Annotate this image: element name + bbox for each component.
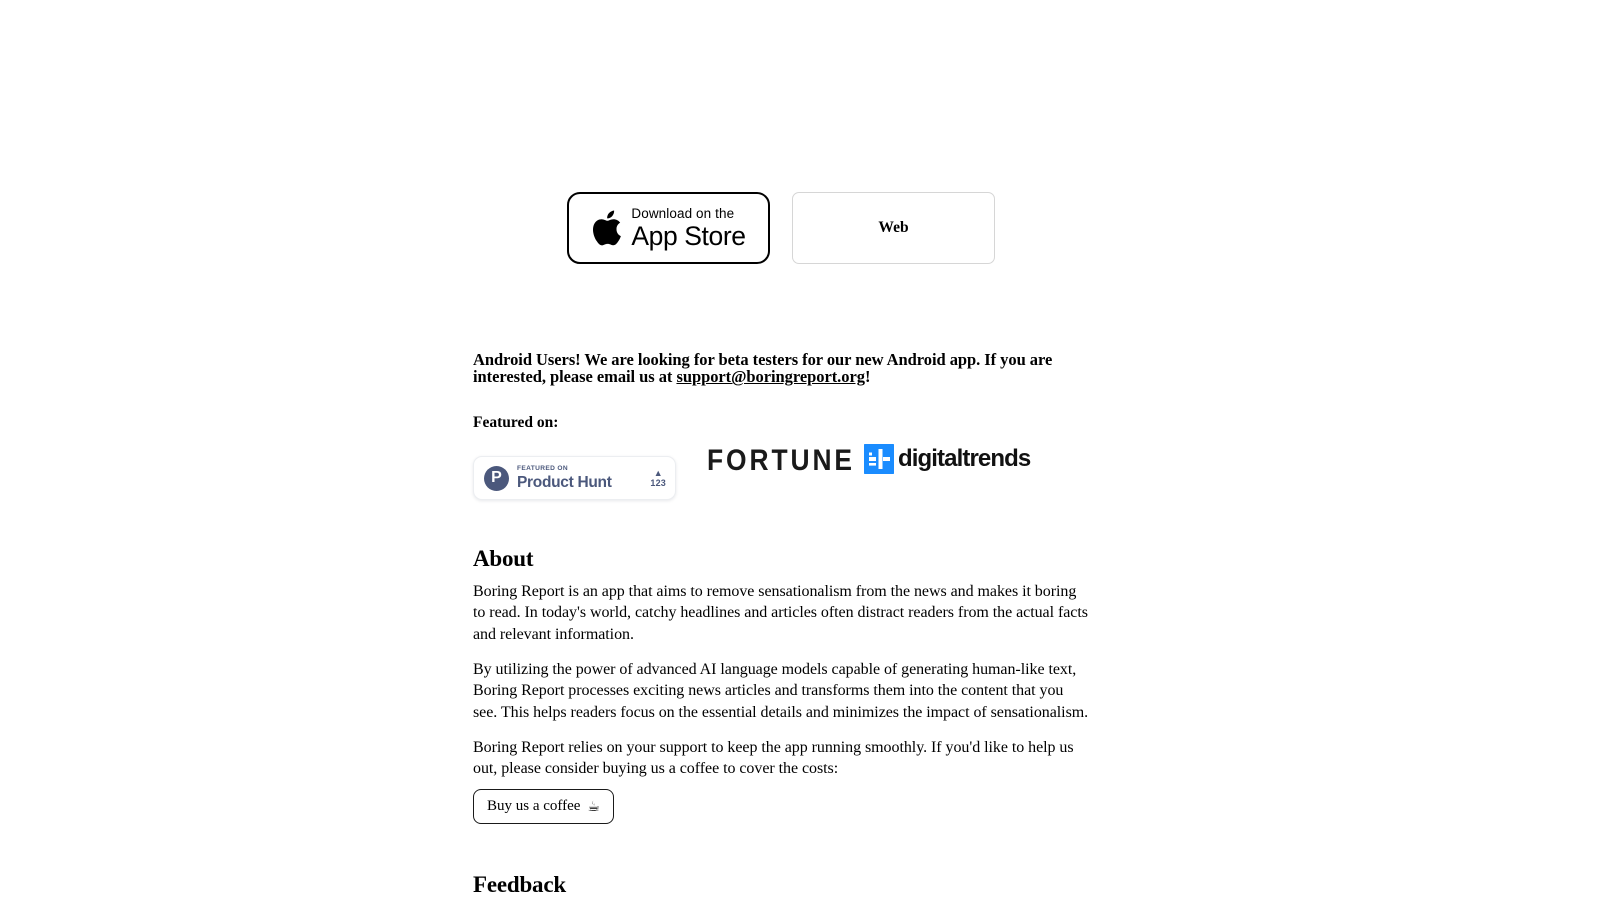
about-heading: About <box>473 546 534 572</box>
feedback-heading: Feedback <box>473 872 566 898</box>
apple-logo-icon <box>591 209 622 247</box>
buy-us-a-coffee-button[interactable] <box>473 789 614 824</box>
android-notice-text-before: Android Users! We are looking for beta testers for our new Android app. If you are interested, please email us at <box>473 349 1053 387</box>
download-buttons-row <box>567 192 995 264</box>
product-hunt-upvotes <box>650 469 666 488</box>
featured-on-label: Featured on: <box>473 414 559 431</box>
android-notice-text-after: ! <box>864 367 871 387</box>
upvote-count: 123 <box>650 477 666 488</box>
app-store-download-button[interactable] <box>567 192 770 264</box>
product-hunt-name: Product Hunt <box>517 473 612 491</box>
product-hunt-badge[interactable] <box>473 456 676 500</box>
app-store-label-group <box>631 207 745 249</box>
about-paragraph-2: By utilizing the power of advanced AI language models capable of generating human-like text, Boring Report processes exciting news articles and transforms them into the content that you see. This helps readers focus on the essential details and minimizes the impact of sensationalism. <box>473 661 1089 721</box>
web-button-label: Web <box>878 219 909 236</box>
product-hunt-text-group <box>517 466 612 490</box>
buy-coffee-label: Buy us a coffee <box>487 798 581 814</box>
android-beta-notice <box>473 351 1087 387</box>
digital-trends-logo <box>864 444 1030 474</box>
support-email-link[interactable]: support@boringreport.org <box>676 367 865 387</box>
product-hunt-logo-icon: P <box>484 466 509 491</box>
web-button[interactable] <box>792 192 995 264</box>
fortune-logo: FORTUNE <box>707 444 855 477</box>
digitaltrends-plus-icon <box>864 444 894 474</box>
featured-logos-row <box>473 440 1089 502</box>
coffee-cup-icon: ☕ <box>587 798 601 815</box>
digital-trends-wordmark: digitaltrends <box>898 445 1031 472</box>
about-paragraph-1: Boring Report is an app that aims to remove sensationalism from the news and makes it boring to read. In today's world, catchy headlines and articles often distract readers from the actual facts and relevant information. <box>473 583 1088 643</box>
app-store-big-label: App Store <box>631 220 746 251</box>
about-paragraph-3: Boring Report relies on your support to keep the app running smoothly. If you'd like to help us out, please consider buying us a coffee to cover the costs: <box>473 739 1074 778</box>
product-hunt-kicker: FEATURED ON <box>517 464 568 472</box>
upvote-arrow-icon: ▲ <box>653 467 663 478</box>
app-store-small-label: Download on the <box>631 206 735 221</box>
